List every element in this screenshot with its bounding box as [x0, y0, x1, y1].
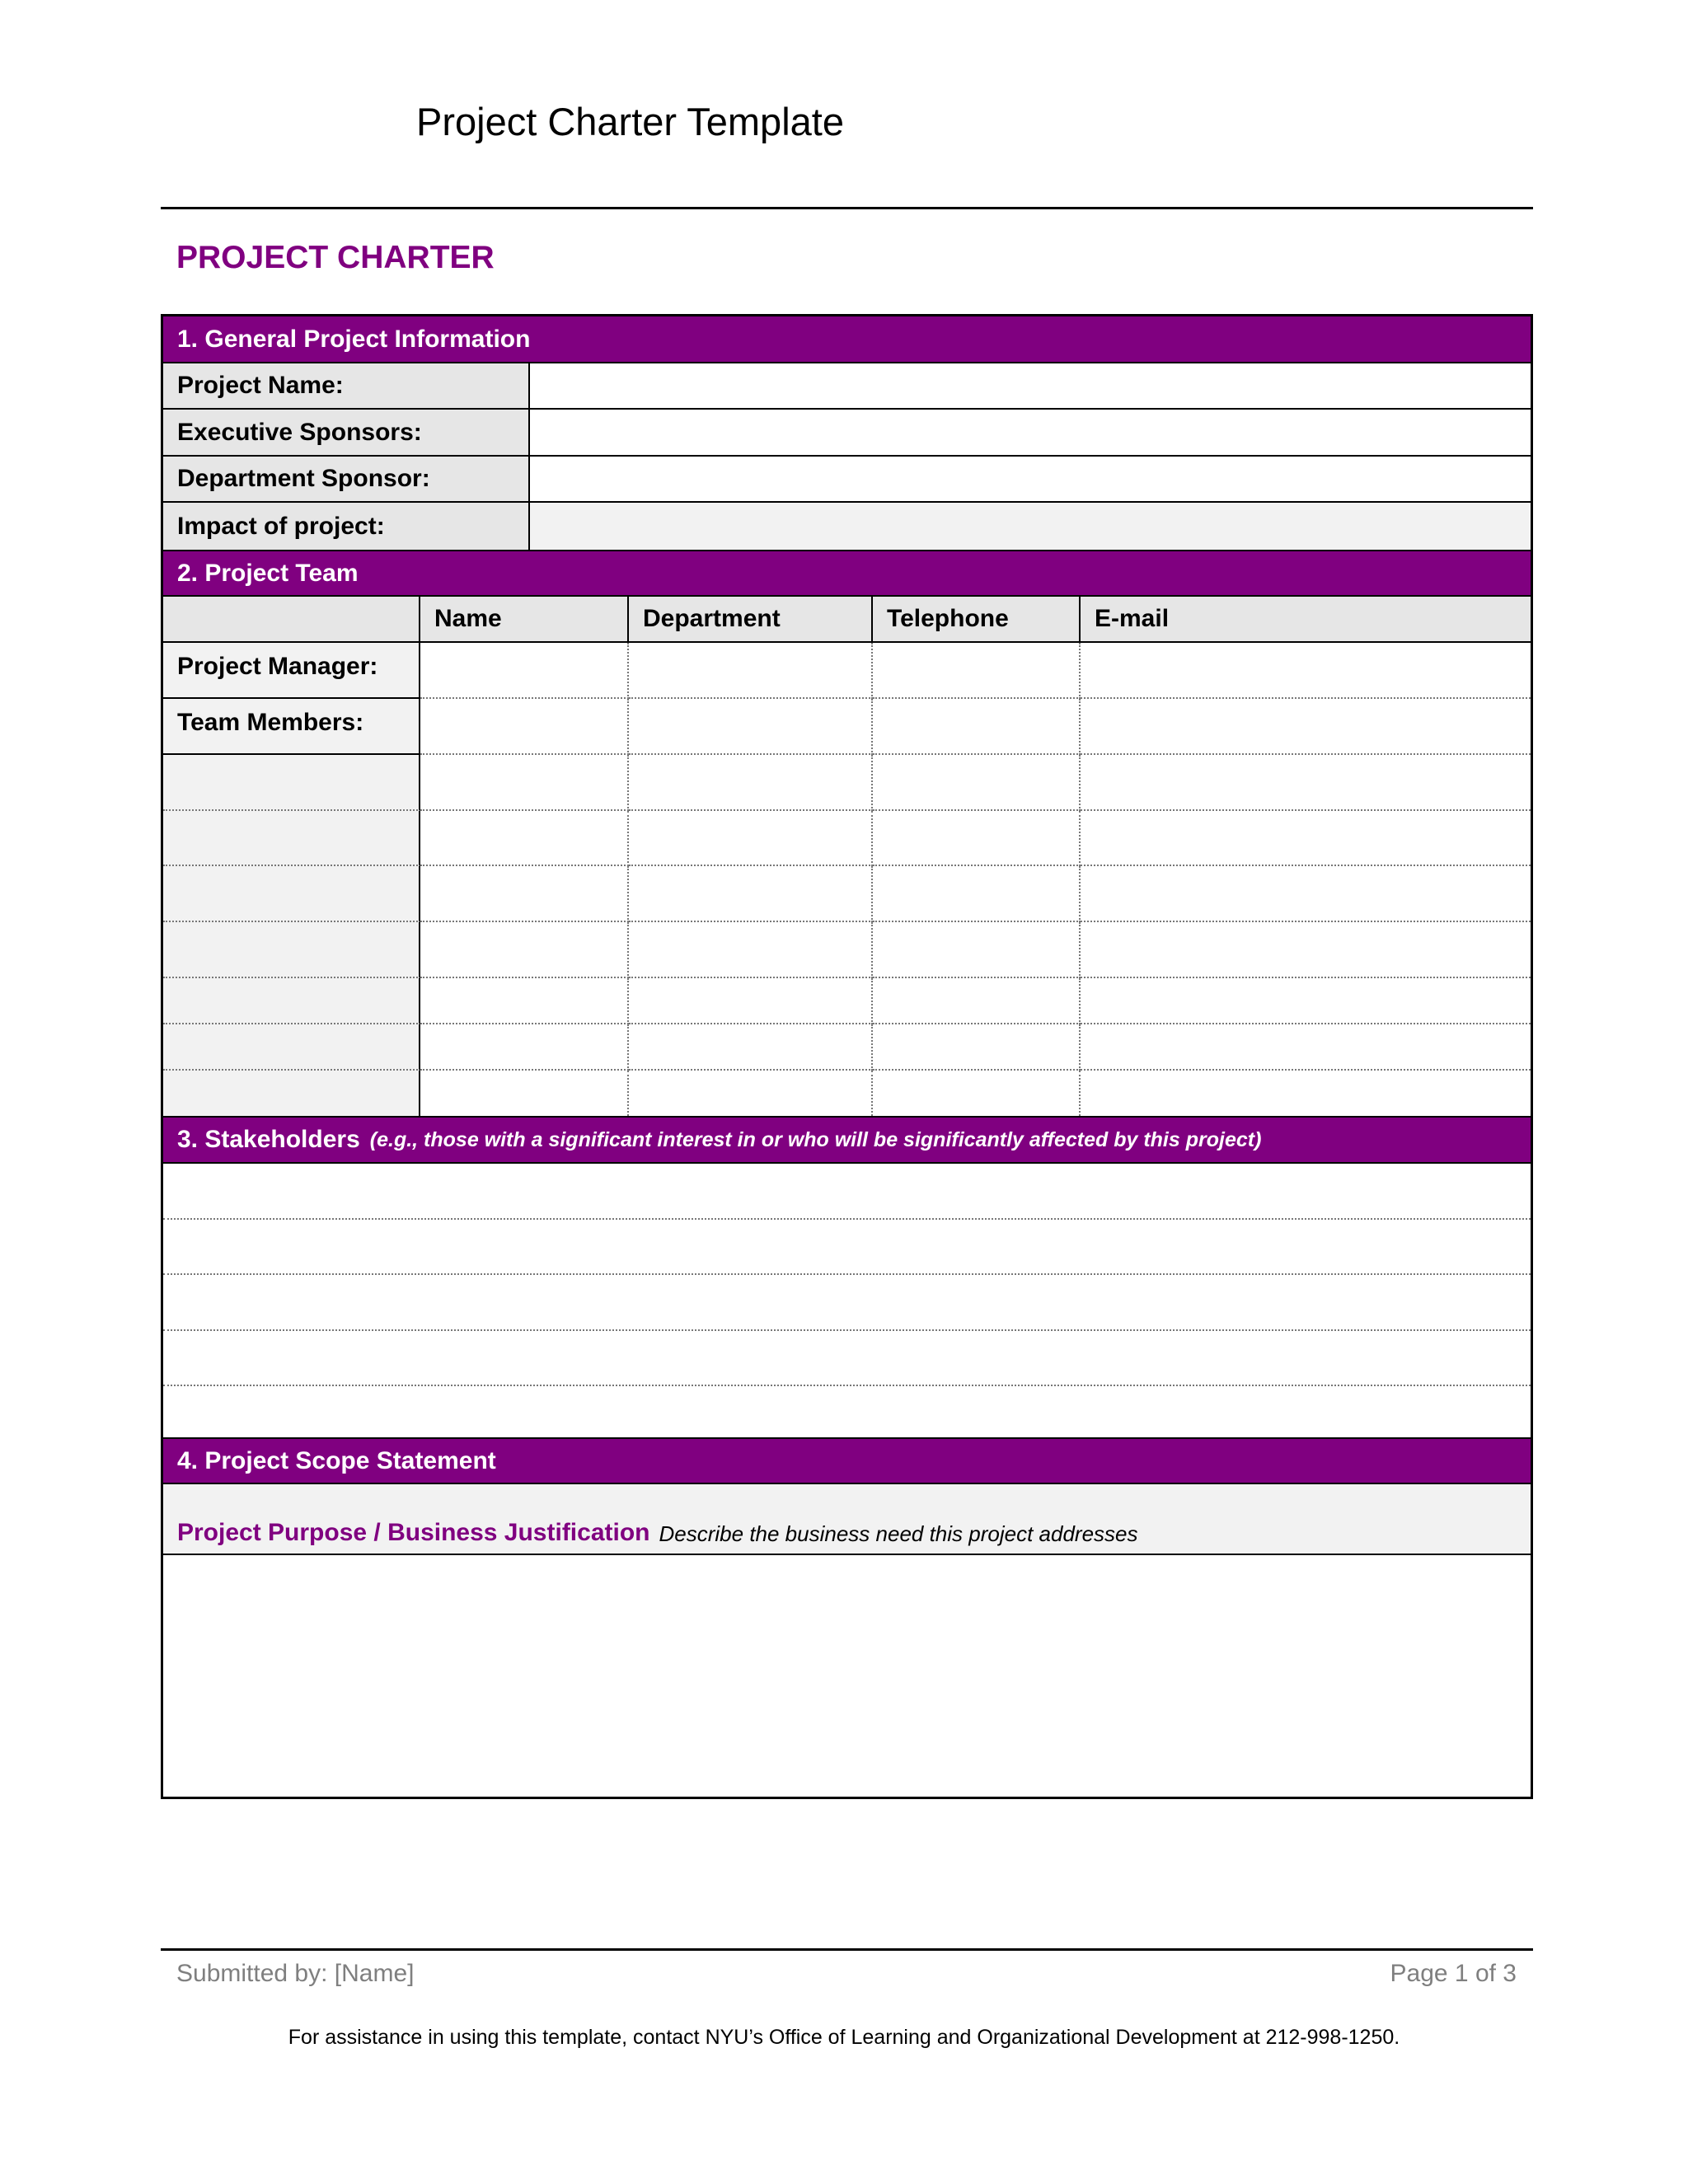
team-row-name[interactable] — [420, 1071, 629, 1116]
team-row-label-blank — [163, 811, 420, 866]
project-manager-department[interactable] — [629, 643, 873, 699]
team-row-telephone[interactable] — [873, 755, 1081, 811]
section-stakeholders-title: 3. Stakeholders — [177, 1126, 360, 1153]
team-row-label-blank — [163, 978, 420, 1024]
section-scope-header — [163, 1437, 1531, 1484]
team-row-label-blank — [163, 1071, 420, 1116]
team-row-name[interactable] — [420, 811, 629, 866]
team-row-name[interactable] — [420, 1024, 629, 1071]
project-name-label: Project Name: — [163, 363, 530, 410]
team-row-label-blank — [163, 1024, 420, 1071]
section-general-info-header — [163, 316, 1531, 363]
team-row-email[interactable] — [1081, 1071, 1531, 1116]
charter-form — [161, 314, 1533, 1799]
team-row-email[interactable] — [1081, 922, 1531, 978]
submitted-by: Submitted by: [Name] — [176, 1960, 415, 1987]
team-row-name[interactable] — [420, 755, 629, 811]
team-row-telephone[interactable] — [873, 1024, 1081, 1071]
team-member-department[interactable] — [629, 699, 873, 755]
top-divider — [161, 207, 1533, 209]
department-sponsor-field[interactable] — [530, 457, 1531, 503]
team-member-name[interactable] — [420, 699, 629, 755]
team-members-label: Team Members: — [163, 699, 420, 755]
team-col-telephone: Telephone — [873, 597, 1081, 643]
team-col-email: E-mail — [1081, 597, 1531, 643]
team-row-email[interactable] — [1081, 866, 1531, 922]
team-col-department: Department — [629, 597, 873, 643]
team-row-department[interactable] — [629, 1071, 873, 1116]
team-row-email[interactable] — [1081, 811, 1531, 866]
team-row-department[interactable] — [629, 811, 873, 866]
team-row-name[interactable] — [420, 978, 629, 1024]
section-stakeholders-note: (e.g., those with a significant interest in or who will be significantly affected by this project) — [369, 1127, 1262, 1151]
team-row-email[interactable] — [1081, 755, 1531, 811]
team-row-telephone[interactable] — [873, 1071, 1081, 1116]
team-row-label-blank — [163, 866, 420, 922]
team-row-telephone[interactable] — [873, 811, 1081, 866]
department-sponsor-label: Department Sponsor: — [163, 457, 530, 503]
team-row-telephone[interactable] — [873, 922, 1081, 978]
purpose-subheader — [163, 1484, 1531, 1555]
stakeholder-row[interactable] — [163, 1331, 1531, 1386]
team-row-email[interactable] — [1081, 1024, 1531, 1071]
stakeholder-row[interactable] — [163, 1275, 1531, 1331]
executive-sponsors-field[interactable] — [530, 410, 1531, 457]
team-row-email[interactable] — [1081, 978, 1531, 1024]
team-member-telephone[interactable] — [873, 699, 1081, 755]
impact-label: Impact of project: — [163, 503, 530, 550]
section-project-team-title: 2. Project Team — [177, 559, 359, 587]
team-member-email[interactable] — [1081, 699, 1531, 755]
footer-divider — [161, 1948, 1533, 1951]
team-row-label-blank — [163, 755, 420, 811]
project-manager-label: Project Manager: — [163, 643, 420, 699]
stakeholder-row[interactable] — [163, 1220, 1531, 1275]
team-col-name: Name — [420, 597, 629, 643]
charter-heading: PROJECT CHARTER — [176, 240, 495, 275]
impact-field[interactable] — [530, 503, 1531, 550]
project-manager-telephone[interactable] — [873, 643, 1081, 699]
team-row-department[interactable] — [629, 755, 873, 811]
team-header-corner — [163, 597, 420, 643]
team-row-department[interactable] — [629, 866, 873, 922]
team-row-telephone[interactable] — [873, 978, 1081, 1024]
purpose-description: Describe the business need this project addresses — [659, 1521, 1138, 1546]
project-manager-email[interactable] — [1081, 643, 1531, 699]
project-name-field[interactable] — [530, 363, 1531, 410]
document-title: Project Charter Template — [416, 100, 844, 143]
team-row-name[interactable] — [420, 866, 629, 922]
team-row-department[interactable] — [629, 922, 873, 978]
team-row-label-blank — [163, 922, 420, 978]
assistance-note: For assistance in using this template, contact NYU’s Office of Learning and Organizational Development at 212-998-1250. — [288, 2026, 1400, 2049]
section-scope-title: 4. Project Scope Statement — [177, 1446, 496, 1474]
executive-sponsors-label: Executive Sponsors: — [163, 410, 530, 457]
team-row-department[interactable] — [629, 978, 873, 1024]
stakeholder-row[interactable] — [163, 1386, 1531, 1437]
section-stakeholders-header — [163, 1116, 1531, 1164]
project-manager-name[interactable] — [420, 643, 629, 699]
purpose-title: Project Purpose / Business Justification — [177, 1519, 650, 1546]
section-general-info-title: 1. General Project Information — [177, 325, 531, 353]
team-row-department[interactable] — [629, 1024, 873, 1071]
team-row-telephone[interactable] — [873, 866, 1081, 922]
page-number: Page 1 of 3 — [1390, 1960, 1517, 1987]
stakeholder-row[interactable] — [163, 1164, 1531, 1220]
purpose-text-area[interactable] — [163, 1555, 1531, 1797]
team-row-name[interactable] — [420, 922, 629, 978]
section-project-team-header — [163, 550, 1531, 597]
